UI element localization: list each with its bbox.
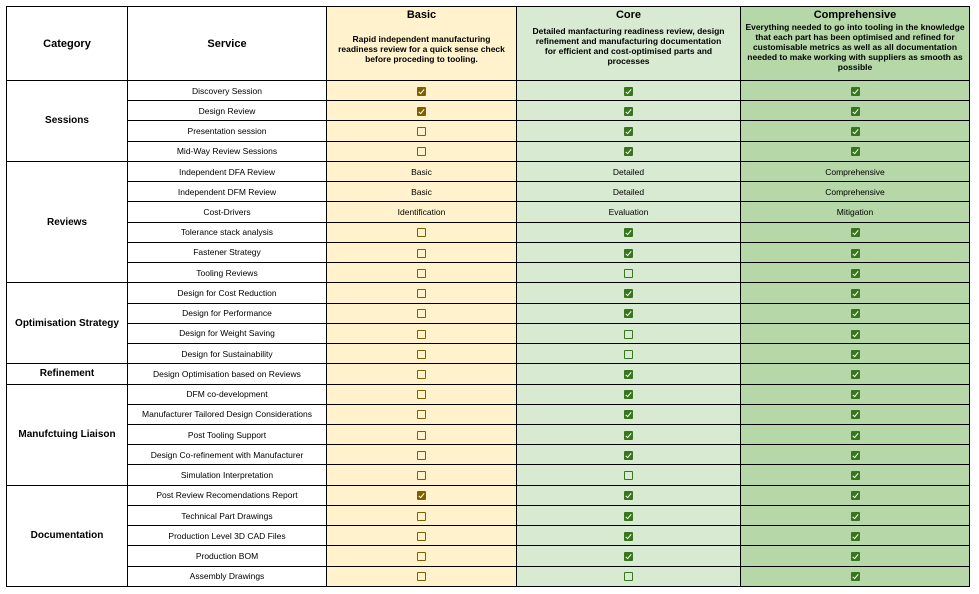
tier-header-basic <box>327 7 517 81</box>
unchecked-checkbox-icon[interactable] <box>624 471 633 480</box>
checked-checkbox-icon[interactable] <box>624 370 633 379</box>
tier-level-text: Comprehensive <box>825 166 885 177</box>
tier-cell-basic <box>327 303 517 323</box>
checked-checkbox-icon[interactable] <box>624 309 633 318</box>
table-row <box>7 141 970 161</box>
service-cell: Design Co-refinement with Manufacturer <box>128 445 327 465</box>
service-cell: Design Review <box>128 101 327 121</box>
checked-checkbox-icon[interactable] <box>624 390 633 399</box>
category-cell: Manufctuing Liaison <box>7 384 128 485</box>
checked-checkbox-icon[interactable] <box>851 390 860 399</box>
table-row <box>7 465 970 485</box>
tier-cell-basic <box>327 566 517 586</box>
table-row <box>7 445 970 465</box>
checked-checkbox-icon[interactable] <box>851 127 860 136</box>
checked-checkbox-icon[interactable] <box>851 451 860 460</box>
unchecked-checkbox-icon[interactable] <box>417 147 426 156</box>
tier-cell-comprehensive <box>741 121 970 141</box>
tier-cell-basic <box>327 283 517 303</box>
tier-cell-core <box>517 566 741 586</box>
checked-checkbox-icon[interactable] <box>851 228 860 237</box>
checked-checkbox-icon[interactable] <box>624 87 633 96</box>
tier-cell-comprehensive <box>741 384 970 404</box>
tier-cell-core <box>517 283 741 303</box>
unchecked-checkbox-icon[interactable] <box>417 330 426 339</box>
tier-level-text: Detailed <box>612 186 645 197</box>
unchecked-checkbox-icon[interactable] <box>417 127 426 136</box>
service-comparison-table <box>6 6 970 587</box>
service-cell: Presentation session <box>128 121 327 141</box>
table-row <box>7 424 970 444</box>
tier-cell-comprehensive <box>741 242 970 262</box>
checked-checkbox-icon[interactable] <box>624 228 633 237</box>
service-cell: Technical Part Drawings <box>128 505 327 525</box>
tier-cell-basic <box>327 526 517 546</box>
tier-cell-core <box>517 242 741 262</box>
table-row <box>7 283 970 303</box>
table-row <box>7 384 970 404</box>
tier-cell-basic <box>327 101 517 121</box>
tier-cell-comprehensive <box>741 424 970 444</box>
tier-cell-basic <box>327 81 517 101</box>
tier-cell-comprehensive <box>741 141 970 161</box>
tier-cell-core <box>517 546 741 566</box>
service-cell: Production Level 3D CAD Files <box>128 526 327 546</box>
tier-cell-comprehensive <box>741 445 970 465</box>
service-cell: Design for Cost Reduction <box>128 283 327 303</box>
unchecked-checkbox-icon[interactable] <box>624 269 633 278</box>
tier-cell-comprehensive <box>741 263 970 283</box>
tier-cell-comprehensive <box>741 344 970 364</box>
checked-checkbox-icon[interactable] <box>624 410 633 419</box>
checked-checkbox-icon[interactable] <box>624 491 633 500</box>
unchecked-checkbox-icon[interactable] <box>417 451 426 460</box>
service-cell: Discovery Session <box>128 81 327 101</box>
tier-title-core: Core <box>615 9 642 21</box>
unchecked-checkbox-icon[interactable] <box>417 350 426 359</box>
checked-checkbox-icon[interactable] <box>624 451 633 460</box>
tier-title-comprehensive: Comprehensive <box>813 9 897 21</box>
table-row <box>7 546 970 566</box>
table-row <box>7 263 970 283</box>
unchecked-checkbox-icon[interactable] <box>417 228 426 237</box>
checked-checkbox-icon[interactable] <box>851 107 860 116</box>
checked-checkbox-icon[interactable] <box>851 431 860 440</box>
checked-checkbox-icon[interactable] <box>851 512 860 521</box>
tier-cell-basic <box>327 161 517 181</box>
table-row <box>7 81 970 101</box>
checked-checkbox-icon[interactable] <box>851 147 860 156</box>
category-cell: Sessions <box>7 81 128 162</box>
tier-cell-comprehensive <box>741 546 970 566</box>
unchecked-checkbox-icon[interactable] <box>417 289 426 298</box>
checked-checkbox-icon[interactable] <box>851 309 860 318</box>
tier-cell-basic <box>327 323 517 343</box>
unchecked-checkbox-icon[interactable] <box>417 249 426 258</box>
unchecked-checkbox-icon[interactable] <box>624 330 633 339</box>
table-row <box>7 344 970 364</box>
tier-cell-comprehensive <box>741 202 970 222</box>
tier-cell-basic <box>327 121 517 141</box>
unchecked-checkbox-icon[interactable] <box>417 370 426 379</box>
checked-checkbox-icon[interactable] <box>851 289 860 298</box>
tier-cell-core <box>517 141 741 161</box>
unchecked-checkbox-icon[interactable] <box>417 431 426 440</box>
tier-description-basic: Rapid independent manufacturing readiness review for a quick sense check before proceding to tooling. <box>338 34 505 64</box>
tier-cell-comprehensive <box>741 404 970 424</box>
checked-checkbox-icon[interactable] <box>624 289 633 298</box>
checked-checkbox-icon[interactable] <box>624 431 633 440</box>
table-row <box>7 242 970 262</box>
checked-checkbox-icon[interactable] <box>851 269 860 278</box>
checked-checkbox-icon[interactable] <box>624 532 633 541</box>
table-row <box>7 505 970 525</box>
tier-cell-core <box>517 384 741 404</box>
tier-cell-basic <box>327 222 517 242</box>
table-row <box>7 202 970 222</box>
service-cell: Design Optimisation based on Reviews <box>128 364 327 384</box>
unchecked-checkbox-icon[interactable] <box>417 410 426 419</box>
tier-cell-basic <box>327 485 517 505</box>
tier-cell-comprehensive <box>741 364 970 384</box>
service-cell: Production BOM <box>128 546 327 566</box>
table-row <box>7 161 970 181</box>
tier-cell-basic <box>327 141 517 161</box>
tier-cell-comprehensive <box>741 303 970 323</box>
tier-cell-core <box>517 505 741 525</box>
tier-level-text: Detailed <box>612 166 645 177</box>
service-cell: Design for Weight Saving <box>128 323 327 343</box>
tier-cell-core <box>517 364 741 384</box>
service-cell: DFM co-development <box>128 384 327 404</box>
tier-cell-comprehensive <box>741 465 970 485</box>
tier-description-core: Detailed manfacturing readiness review, design refinement and manufacturing documentation for efficient and cost-optimised parts and processes <box>532 26 725 66</box>
table-row <box>7 364 970 384</box>
checked-checkbox-icon[interactable] <box>851 350 860 359</box>
tier-level-text: Basic <box>411 186 432 197</box>
unchecked-checkbox-icon[interactable] <box>624 350 633 359</box>
service-cell: Independent DFM Review <box>128 182 327 202</box>
service-cell: Post Review Recomendations Report <box>128 485 327 505</box>
tier-level-text: Mitigation <box>836 207 874 218</box>
tier-cell-core <box>517 81 741 101</box>
table-row <box>7 222 970 242</box>
tier-cell-comprehensive <box>741 526 970 546</box>
service-cell: Design for Performance <box>128 303 327 323</box>
tier-cell-core <box>517 222 741 242</box>
unchecked-checkbox-icon[interactable] <box>417 532 426 541</box>
tier-cell-core <box>517 303 741 323</box>
tier-level-text: Evaluation <box>608 207 649 218</box>
tier-cell-core <box>517 161 741 181</box>
table-row <box>7 303 970 323</box>
service-cell: Mid-Way Review Sessions <box>128 141 327 161</box>
service-cell: Assembly Drawings <box>128 566 327 586</box>
tier-cell-basic <box>327 263 517 283</box>
unchecked-checkbox-icon[interactable] <box>417 572 426 581</box>
tier-cell-comprehensive <box>741 101 970 121</box>
checked-checkbox-icon[interactable] <box>624 107 633 116</box>
tier-title-basic: Basic <box>406 9 437 21</box>
tier-cell-core <box>517 323 741 343</box>
tier-cell-comprehensive <box>741 161 970 181</box>
service-cell: Post Tooling Support <box>128 424 327 444</box>
tier-cell-comprehensive <box>741 323 970 343</box>
tier-cell-core <box>517 404 741 424</box>
service-cell: Tolerance stack analysis <box>128 222 327 242</box>
service-cell: Simulation Interpretation <box>128 465 327 485</box>
tier-cell-core <box>517 101 741 121</box>
tier-cell-basic <box>327 445 517 465</box>
unchecked-checkbox-icon[interactable] <box>624 572 633 581</box>
tier-cell-comprehensive <box>741 505 970 525</box>
tier-cell-core <box>517 445 741 465</box>
tier-cell-comprehensive <box>741 485 970 505</box>
checked-checkbox-icon[interactable] <box>851 330 860 339</box>
checked-checkbox-icon[interactable] <box>417 491 426 500</box>
checked-checkbox-icon[interactable] <box>624 147 633 156</box>
checked-checkbox-icon[interactable] <box>851 471 860 480</box>
service-cell: Independent DFA Review <box>128 161 327 181</box>
tier-level-text: Identification <box>397 207 446 218</box>
header-row <box>7 7 970 81</box>
table-row <box>7 101 970 121</box>
service-cell: Cost-Drivers <box>128 202 327 222</box>
unchecked-checkbox-icon[interactable] <box>417 309 426 318</box>
tier-cell-comprehensive <box>741 81 970 101</box>
tier-cell-comprehensive <box>741 566 970 586</box>
tier-level-text: Comprehensive <box>825 186 885 197</box>
checked-checkbox-icon[interactable] <box>851 572 860 581</box>
table-row <box>7 526 970 546</box>
tier-cell-core <box>517 121 741 141</box>
checked-checkbox-icon[interactable] <box>417 107 426 116</box>
tier-cell-comprehensive <box>741 283 970 303</box>
checked-checkbox-icon[interactable] <box>624 127 633 136</box>
checked-checkbox-icon[interactable] <box>624 512 633 521</box>
table-row <box>7 566 970 586</box>
tier-header-core <box>517 7 741 81</box>
category-cell: Documentation <box>7 485 128 586</box>
service-header: Service <box>128 7 327 81</box>
tier-cell-core <box>517 424 741 444</box>
tier-cell-basic <box>327 465 517 485</box>
table-row <box>7 182 970 202</box>
checked-checkbox-icon[interactable] <box>417 87 426 96</box>
checked-checkbox-icon[interactable] <box>851 552 860 561</box>
service-cell: Manufacturer Tailored Design Considerations <box>128 404 327 424</box>
checked-checkbox-icon[interactable] <box>624 552 633 561</box>
tier-cell-basic <box>327 182 517 202</box>
unchecked-checkbox-icon[interactable] <box>417 552 426 561</box>
tier-cell-comprehensive <box>741 222 970 242</box>
tier-cell-basic <box>327 384 517 404</box>
tier-cell-basic <box>327 202 517 222</box>
category-cell: Optimisation Strategy <box>7 283 128 364</box>
table-row <box>7 404 970 424</box>
table-row <box>7 485 970 505</box>
tier-cell-core <box>517 465 741 485</box>
service-cell: Fastener Strategy <box>128 242 327 262</box>
tier-cell-basic <box>327 546 517 566</box>
unchecked-checkbox-icon[interactable] <box>417 512 426 521</box>
unchecked-checkbox-icon[interactable] <box>417 269 426 278</box>
tier-cell-basic <box>327 364 517 384</box>
service-cell: Design for Sustainability <box>128 344 327 364</box>
tier-level-text: Basic <box>411 166 432 177</box>
category-cell: Reviews <box>7 161 128 282</box>
unchecked-checkbox-icon[interactable] <box>417 471 426 480</box>
checked-checkbox-icon[interactable] <box>851 87 860 96</box>
tier-cell-basic <box>327 424 517 444</box>
checked-checkbox-icon[interactable] <box>851 370 860 379</box>
tier-cell-core <box>517 526 741 546</box>
table-row <box>7 323 970 343</box>
tier-description-comprehensive: Everything needed to go into tooling in the knowledge that each part has been optimised and refined for customisable metrics as well as all documentation needed to make working with suppliers as smooth as possible <box>745 22 965 72</box>
tier-cell-basic <box>327 242 517 262</box>
category-cell: Refinement <box>7 364 128 384</box>
tier-cell-core <box>517 202 741 222</box>
checked-checkbox-icon[interactable] <box>851 491 860 500</box>
table-row <box>7 121 970 141</box>
checked-checkbox-icon[interactable] <box>851 249 860 258</box>
checked-checkbox-icon[interactable] <box>851 532 860 541</box>
tier-cell-basic <box>327 404 517 424</box>
tier-cell-core <box>517 344 741 364</box>
checked-checkbox-icon[interactable] <box>624 249 633 258</box>
tier-header-comprehensive <box>741 7 970 81</box>
tier-cell-basic <box>327 344 517 364</box>
service-cell: Tooling Reviews <box>128 263 327 283</box>
tier-cell-basic <box>327 505 517 525</box>
tier-cell-core <box>517 263 741 283</box>
category-header: Category <box>7 7 128 81</box>
unchecked-checkbox-icon[interactable] <box>417 390 426 399</box>
tier-cell-comprehensive <box>741 182 970 202</box>
tier-cell-core <box>517 182 741 202</box>
tier-cell-core <box>517 485 741 505</box>
checked-checkbox-icon[interactable] <box>851 410 860 419</box>
